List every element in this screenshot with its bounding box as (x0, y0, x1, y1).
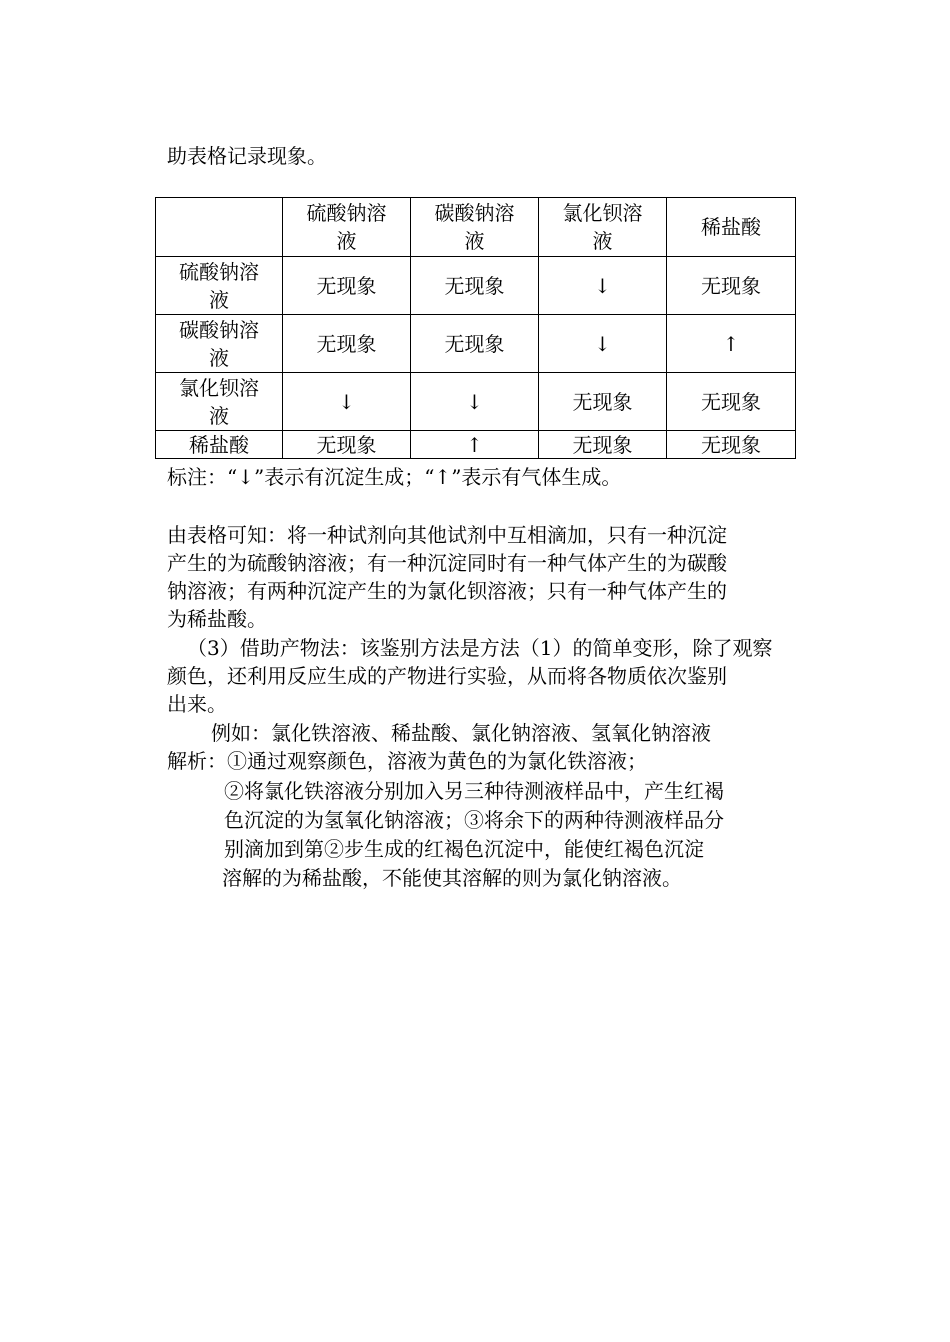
row-header-sodium-sulfate: 硫酸钠溶液 (156, 257, 283, 315)
table-cell: ↓ (539, 315, 667, 373)
analysis-line: 别滴加到第②步生成的红褐色沉淀中，能使红褐色沉淀 (224, 837, 704, 861)
table-cell: 无现象 (539, 373, 667, 431)
paragraph-line: 产生的为硫酸钠溶液；有一种沉淀同时有一种气体产生的为碳酸 (167, 551, 727, 575)
table-cell: ↑ (667, 315, 796, 373)
analysis-line: 解析：①通过观察颜色，溶液为黄色的为氯化铁溶液； (167, 749, 647, 773)
table-cell: 无现象 (667, 373, 796, 431)
intro-text: 助表格记录现象。 (167, 144, 327, 168)
table-cell: 无现象 (283, 431, 411, 459)
col-header-hydrochloric-acid: 稀盐酸 (667, 198, 796, 257)
paragraph-line: 为稀盐酸。 (167, 607, 267, 631)
table-corner-cell (156, 198, 283, 257)
table-row (156, 373, 796, 431)
table-row (156, 431, 796, 459)
table-cell: 无现象 (411, 257, 539, 315)
paragraph-line: 钠溶液；有两种沉淀产生的为氯化钡溶液；只有一种气体产生的 (167, 579, 727, 603)
table-cell: 无现象 (283, 257, 411, 315)
table-row (156, 257, 796, 315)
reaction-table (155, 197, 796, 459)
paragraph-line: 出来。 (167, 692, 227, 716)
col-header-sodium-sulfate: 硫酸钠溶液 (283, 198, 411, 257)
col-header-sodium-carbonate: 碳酸钠溶液 (411, 198, 539, 257)
table-cell: ↓ (283, 373, 411, 431)
table-cell: ↓ (539, 257, 667, 315)
row-header-hydrochloric-acid: 稀盐酸 (156, 431, 283, 459)
paragraph-line: 颜色，还利用反应生成的产物进行实验，从而将各物质依次鉴别 (167, 664, 727, 688)
row-header-sodium-carbonate: 碳酸钠溶液 (156, 315, 283, 373)
table-note: 标注：“↓”表示有沉淀生成；“↑”表示有气体生成。 (167, 465, 622, 489)
table-cell: 无现象 (283, 315, 411, 373)
analysis-line: 色沉淀的为氢氧化钠溶液；③将余下的两种待测液样品分 (224, 808, 724, 832)
example-line: 例如：氯化铁溶液、稀盐酸、氯化钠溶液、氢氧化钠溶液 (211, 721, 711, 745)
table-cell: 无现象 (667, 431, 796, 459)
table-cell: 无现象 (539, 431, 667, 459)
col-header-barium-chloride: 氯化钡溶液 (539, 198, 667, 257)
table-cell: 无现象 (667, 257, 796, 315)
table-header-row (156, 198, 796, 257)
table-row (156, 315, 796, 373)
table-cell: ↑ (411, 431, 539, 459)
table-cell: ↓ (411, 373, 539, 431)
row-header-barium-chloride: 氯化钡溶液 (156, 373, 283, 431)
analysis-line: ②将氯化铁溶液分别加入另三种待测液样品中，产生红褐 (224, 779, 724, 803)
analysis-line: 溶解的为稀盐酸，不能使其溶解的则为氯化钠溶液。 (222, 866, 682, 890)
paragraph-line: （3）借助产物法：该鉴别方法是方法（1）的简单变形，除了观察 (187, 636, 773, 660)
paragraph-line: 由表格可知：将一种试剂向其他试剂中互相滴加，只有一种沉淀 (167, 523, 727, 547)
table-cell: 无现象 (411, 315, 539, 373)
